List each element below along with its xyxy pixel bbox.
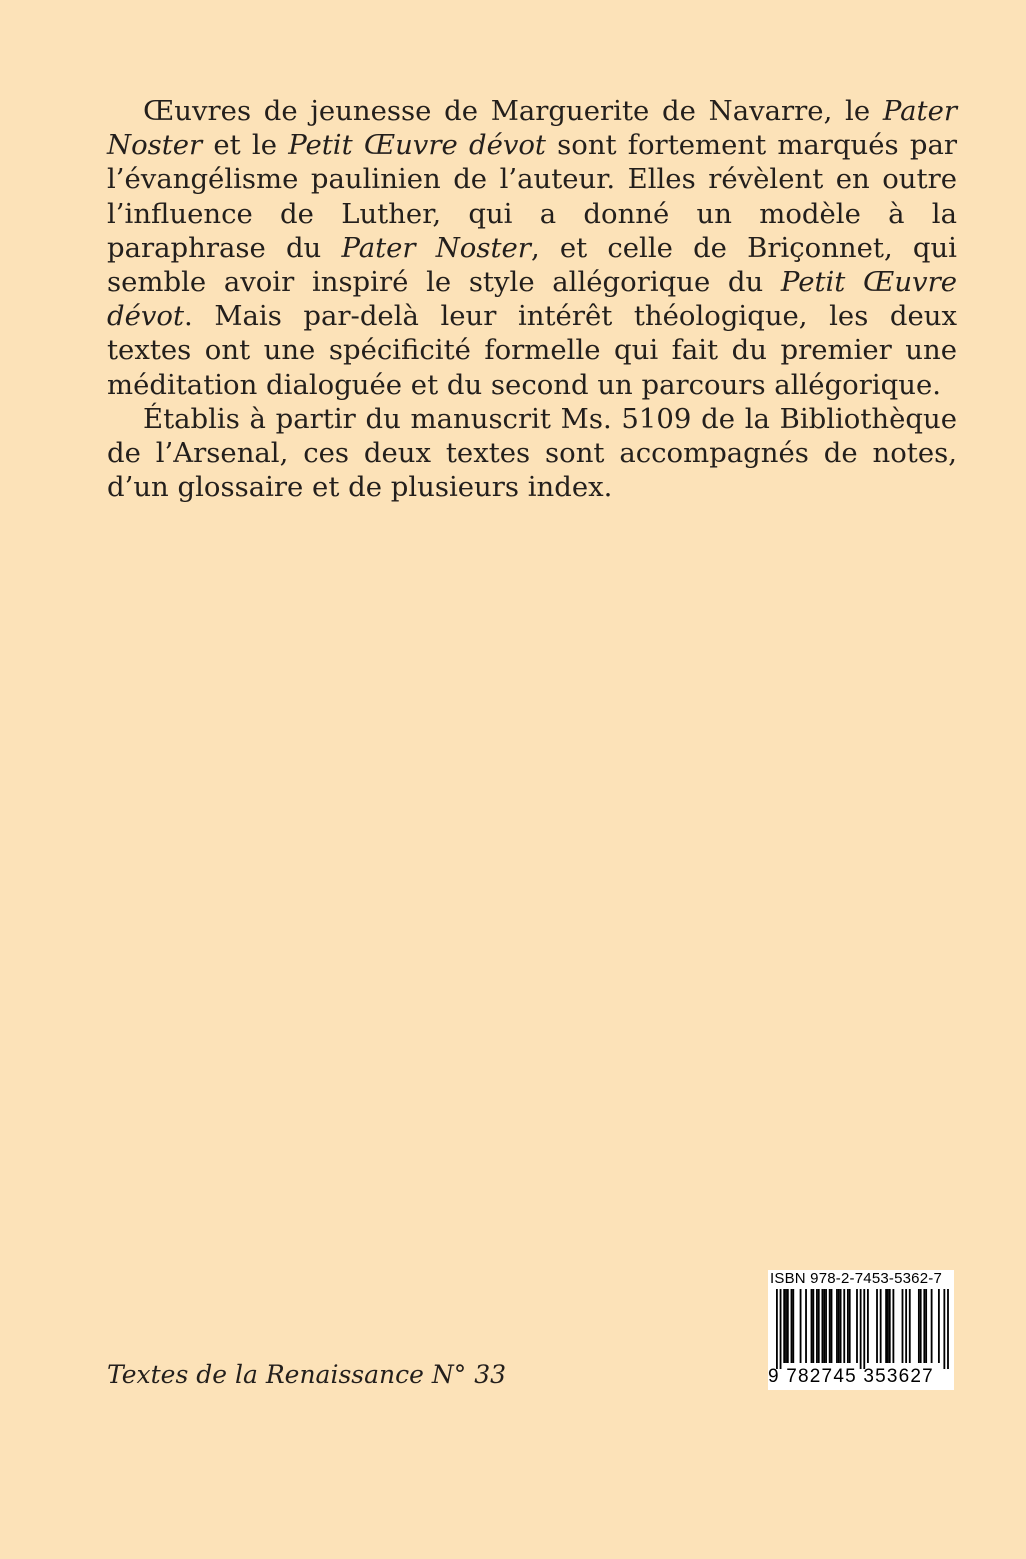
barcode-bar: [943, 1289, 945, 1369]
barcode-digits: 9 782745 353627: [768, 1366, 934, 1387]
barcode-bar: [849, 1289, 851, 1363]
barcode-bar: [831, 1289, 833, 1363]
text-run: . Mais par-delà leur intérêt théologique, les deux textes ont une spécificité formelle qui fait du premier une méditation dialoguée et du second un parcours allégorique.: [107, 300, 957, 401]
barcode-bar: [838, 1289, 840, 1363]
barcode-bar: [840, 1289, 842, 1363]
italic-title-run: Petit Œuvre dévot: [107, 266, 957, 333]
barcode-bar: [836, 1289, 838, 1363]
barcode-bar: [780, 1289, 782, 1369]
barcode-bar: [812, 1289, 814, 1363]
barcode-bar: [923, 1289, 925, 1363]
barcode-bar: [785, 1289, 787, 1363]
blurb-paragraph-2: [107, 402, 957, 505]
barcode-bar: [856, 1289, 858, 1363]
barcode-bar: [876, 1289, 878, 1363]
italic-title-run: Petit Œuvre dévot: [288, 129, 546, 162]
barcode-bar: [843, 1289, 845, 1363]
italic-title-run: Pater Noster: [341, 231, 531, 264]
blurb-paragraph-1: [107, 94, 957, 402]
barcode-bar: [818, 1289, 820, 1363]
barcode-bar: [787, 1289, 789, 1363]
isbn-label: ISBN 978-2-7453-5362-7: [770, 1270, 943, 1287]
text-run: Œuvres de jeunesse de Marguerite de Navarre, le: [143, 95, 883, 127]
barcode-bar: [805, 1289, 807, 1363]
barcode-bars: [768, 1289, 954, 1369]
barcode-bar: [783, 1289, 785, 1363]
barcode-bar: [776, 1289, 778, 1369]
barcode-bar: [867, 1289, 869, 1363]
text-run: Établis à partir du manuscrit Ms. 5109 de la Bibliothèque de l’Arsenal, ces deux textes sont accompagnés de notes, d’un glossaire et de plusieurs index.: [107, 402, 957, 504]
barcode-bar: [885, 1289, 887, 1363]
barcode-bar: [892, 1289, 894, 1363]
text-run: et le: [202, 129, 289, 162]
barcode-bar: [860, 1289, 862, 1369]
text-run: sont fortement marqués par l’évangélisme paulinien de l’auteur. Elles révèlent en outre l’influence de Luther, qui a donné un modèle à la paraphrase du: [107, 129, 957, 264]
barcode-bar: [863, 1289, 865, 1369]
barcode-bar: [909, 1289, 911, 1363]
barcode-bar: [931, 1289, 933, 1363]
barcode-bar: [791, 1289, 793, 1363]
barcode-bar: [829, 1289, 831, 1363]
barcode-bar: [902, 1289, 904, 1363]
isbn-barcode: [768, 1270, 954, 1390]
series-title: Textes de la Renaissance N° 33: [107, 1360, 506, 1389]
cover-blurb: [107, 94, 957, 504]
barcode-bar: [792, 1289, 794, 1363]
barcode-bar: [800, 1289, 802, 1363]
italic-title-run: Pater Noster: [107, 95, 957, 162]
barcode-bar: [947, 1289, 949, 1369]
barcode-bar: [920, 1289, 922, 1363]
barcode-bar: [816, 1289, 818, 1363]
barcode-bar: [880, 1289, 882, 1363]
barcode-bar: [887, 1289, 889, 1363]
barcode-bar: [889, 1289, 891, 1363]
text-run: , et celle de Briçonnet, qui semble avoir inspiré le style allégorique du: [107, 231, 957, 299]
barcode-bar: [925, 1289, 927, 1363]
barcode-bar: [847, 1289, 849, 1363]
barcode-bar: [825, 1289, 827, 1363]
barcode-bar: [822, 1289, 824, 1363]
barcode-bar: [823, 1289, 825, 1363]
barcode-bar: [905, 1289, 907, 1363]
barcode-bar: [811, 1289, 813, 1363]
barcode-bar: [918, 1289, 920, 1363]
barcode-bar: [938, 1289, 940, 1363]
